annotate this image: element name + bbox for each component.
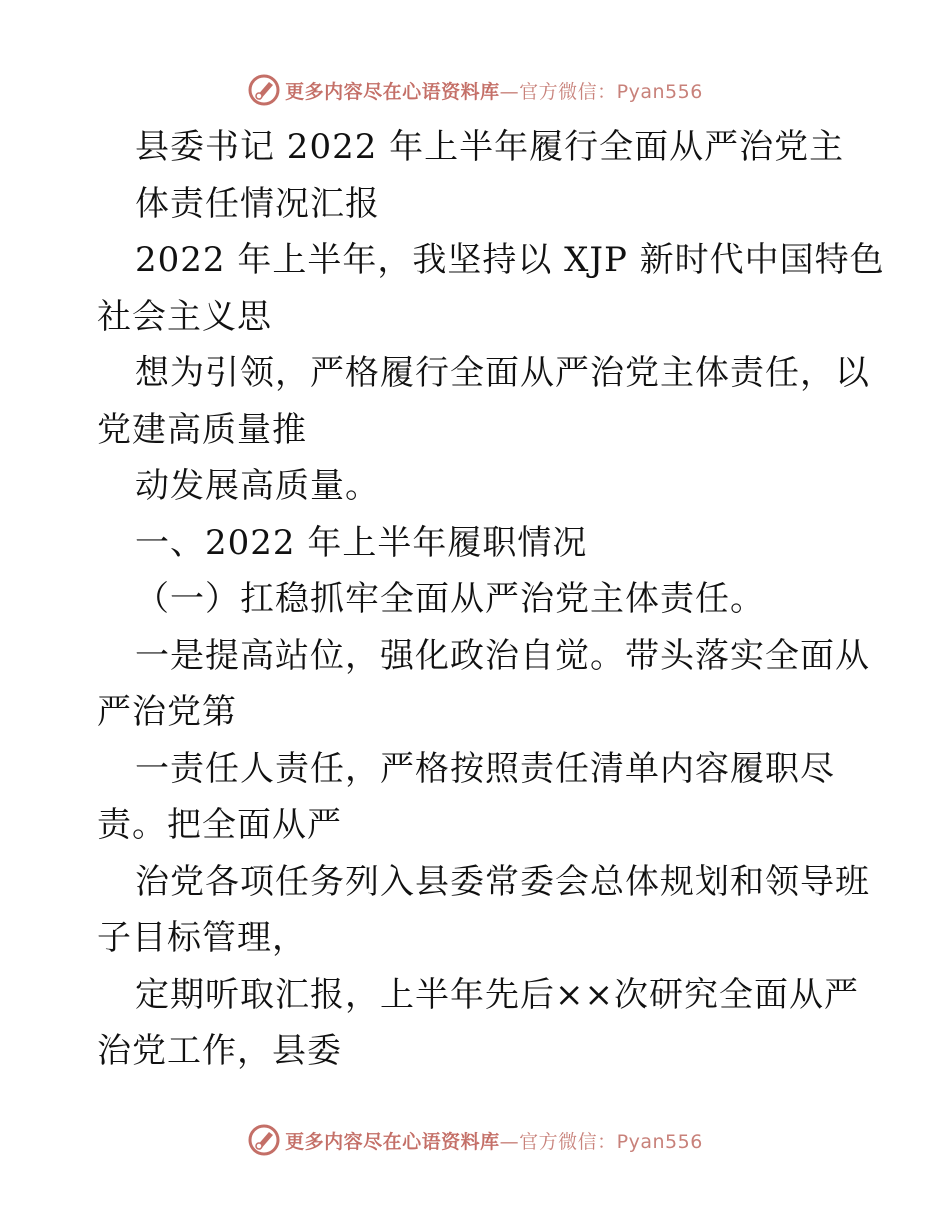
banner-text [285,1127,703,1154]
banner-text-rest: —官方微信：Pyan556 [499,80,703,103]
text-line: 动发展高质量。 [135,466,380,506]
banner-text-cn: 更多内容尽在心语资料库 [285,80,500,103]
text-line: 想为引领，严格履行全面从严治党主体责任，以 [135,353,870,393]
text-line: 体责任情况汇报 [135,183,380,224]
text-line: 2022 年上半年，我坚持以 XJP 新时代中国特色 [135,240,885,280]
text-line: 一责任人责任，严格按照责任清单内容履职尽 [135,748,835,789]
text-line: 子目标管理， [97,918,307,958]
text-line: 县委书记 2022 年上半年履行全面从严治党主 [135,127,845,167]
text-line: 党建高质量推 [97,409,307,450]
text-line: 一是提高站位，强化政治自觉。带头落实全面从 [135,635,870,676]
logo-icon [247,73,281,107]
text-line: 定期听取汇报，上半年先后××次研究全面从严 [135,974,859,1015]
logo-icon [247,1123,281,1157]
header-watermark-banner [0,70,950,110]
banner-text [285,77,703,104]
banner-text-cn: 更多内容尽在心语资料库 [285,1130,500,1153]
text-line: 治党工作，县委 [97,1031,342,1071]
text-line: 社会主义思 [97,296,272,337]
text-line: 责。把全面从严 [97,805,342,845]
text-line: （一）扛稳抓牢全面从严治党主体责任。 [135,579,765,619]
text-line: 严治党第 [97,692,237,732]
document-body [97,119,885,1080]
text-line: 一、2022 年上半年履职情况 [135,522,588,563]
banner-text-rest: —官方微信：Pyan556 [499,1130,703,1153]
text-line: 治党各项任务列入县委常委会总体规划和领导班 [135,861,870,902]
footer-watermark-banner [0,1120,950,1160]
